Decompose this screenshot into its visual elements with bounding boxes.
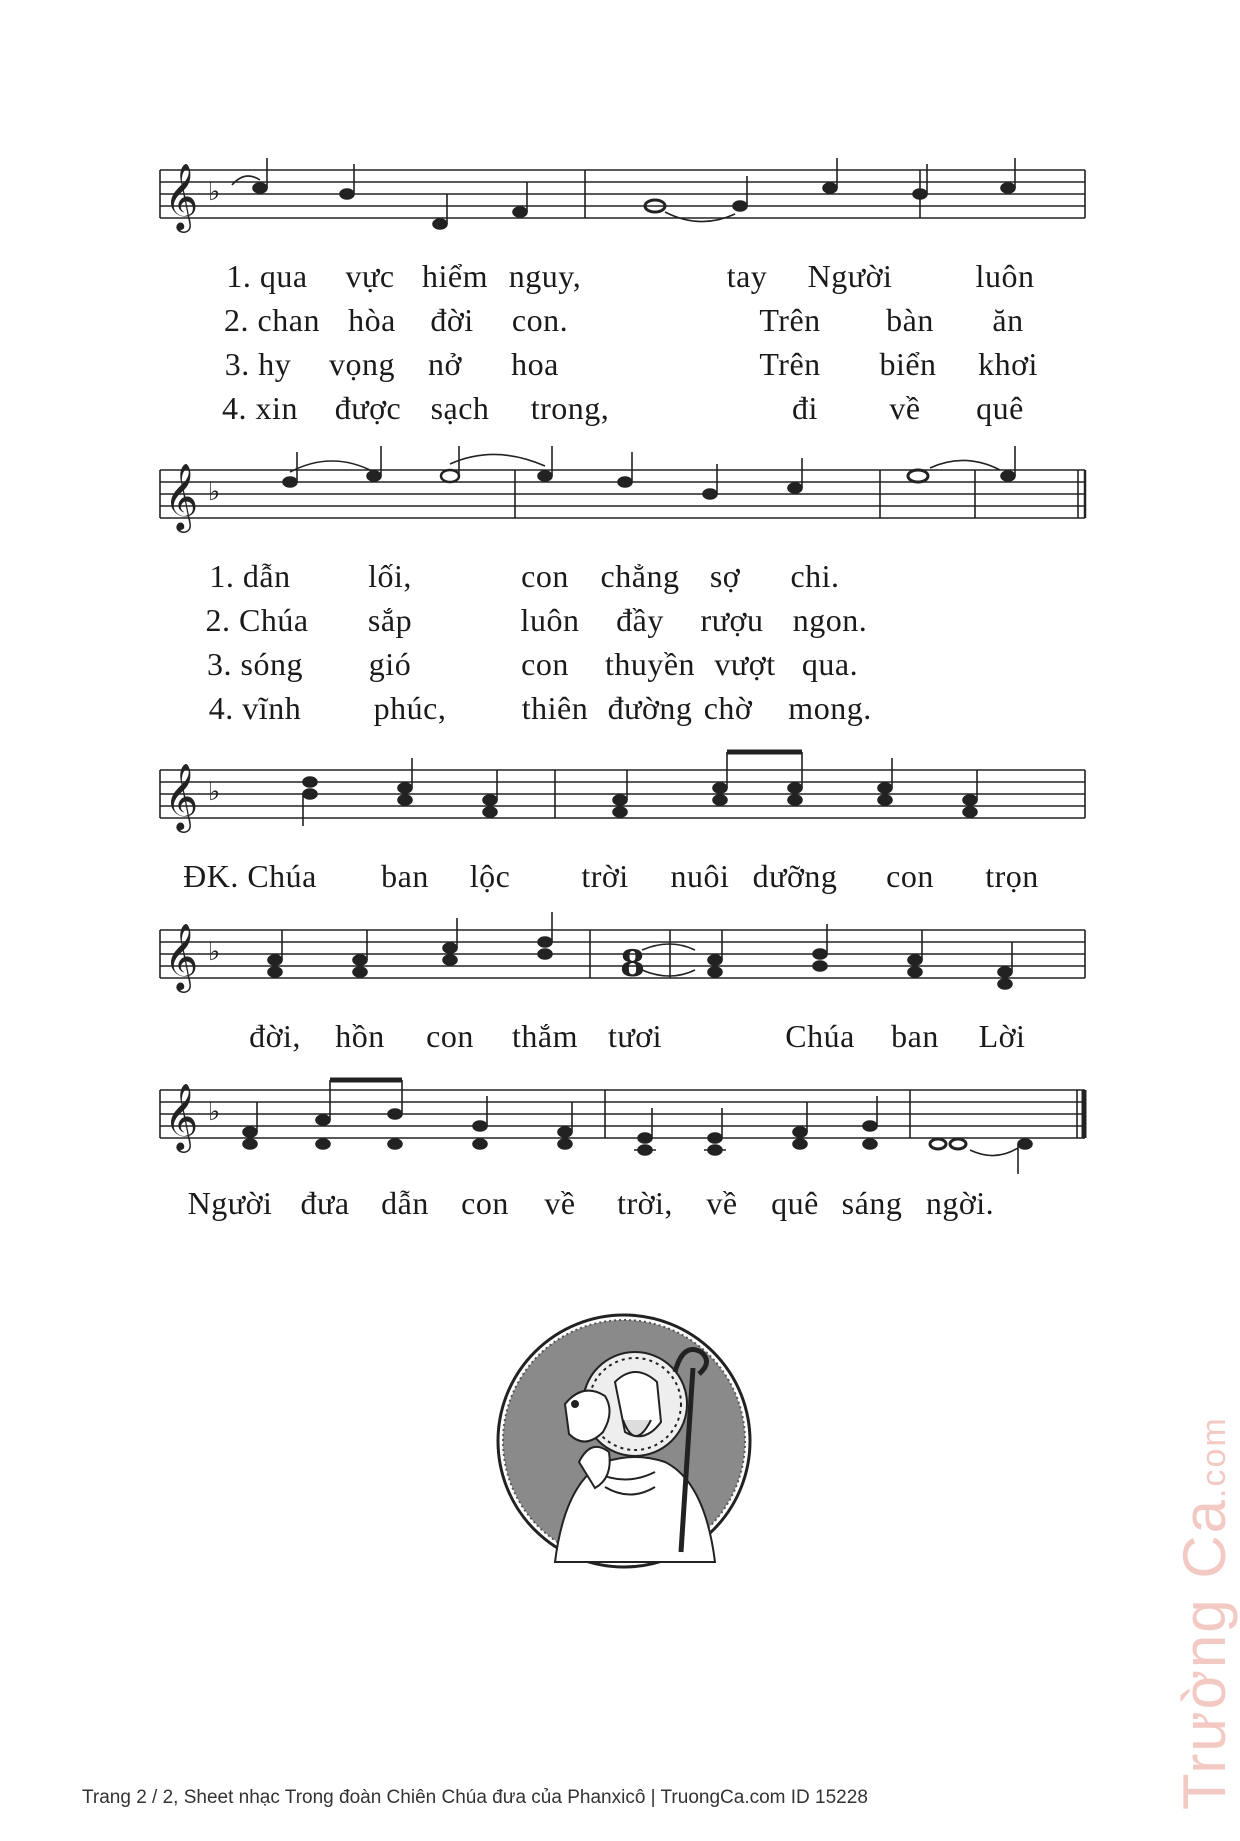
lyric-syllable: sáng <box>841 1185 903 1221</box>
lyric-syllable: đường <box>607 690 693 726</box>
lyric-syllable: gió <box>368 646 412 682</box>
lyric-syllable: Chúa <box>785 1018 855 1054</box>
lyric-syllable: con. <box>511 302 569 338</box>
lyric-syllable: Người <box>187 1185 273 1221</box>
lyric-verse-line <box>150 258 1090 298</box>
lyric-syllable: đầy <box>616 602 664 638</box>
lyric-syllable: con <box>521 646 569 682</box>
lyric-syllable: lối, <box>368 558 412 594</box>
svg-text:8: 8 <box>620 943 646 985</box>
lyric-syllable: quê <box>771 1185 819 1221</box>
lyric-syllable: thắm <box>512 1018 578 1054</box>
lyric-syllable: Trên <box>759 302 821 338</box>
music-staff-1 <box>150 130 1090 250</box>
lyric-syllable: trong, <box>530 390 610 426</box>
lyric-syllable: ban <box>891 1018 939 1054</box>
lyric-verse-line <box>150 390 1090 430</box>
music-staff-4 <box>150 890 1090 1010</box>
lyric-syllable: luôn <box>975 258 1035 294</box>
lyric-syllable: ngời. <box>925 1185 995 1221</box>
staff-system-5 <box>150 1050 1090 1220</box>
lyric-syllable: ban <box>381 858 429 894</box>
treble-clef-icon: 𝄞 <box>164 162 199 230</box>
lyric-syllable: dẫn <box>381 1185 429 1221</box>
lyric-syllable: sắp <box>367 602 413 638</box>
lyric-refrain-line <box>150 1185 1090 1225</box>
lyric-syllable: hoa <box>511 346 559 382</box>
lyric-syllable: con <box>426 1018 474 1054</box>
lyric-syllable: Trên <box>759 346 821 382</box>
lyric-verse-line <box>150 558 1090 598</box>
lyric-syllable: sạch <box>430 390 490 426</box>
lyric-syllable: 1. dẫn <box>209 558 291 594</box>
lyric-verse-line <box>150 690 1090 730</box>
music-staff-3 <box>150 730 1090 850</box>
lyric-syllable: con <box>461 1185 509 1221</box>
lyric-syllable: đời, <box>249 1018 301 1054</box>
lyric-syllable: hiểm <box>422 258 488 294</box>
lyric-syllable: vọng <box>329 346 395 382</box>
staff-system-4 <box>150 890 1090 1054</box>
lyric-syllable: ăn <box>992 302 1024 338</box>
flat-key-icon: ♭ <box>208 1097 221 1127</box>
lyric-syllable: mong. <box>788 690 872 726</box>
lyric-syllable: trọn <box>985 858 1039 894</box>
lyric-syllable: tươi <box>607 1018 663 1054</box>
lyric-syllable: trời, <box>617 1185 673 1221</box>
lyric-verse-line <box>150 346 1090 386</box>
music-staff-5 <box>150 1050 1090 1180</box>
lyric-syllable: lộc <box>469 858 511 894</box>
watermark-suffix: .com <box>1195 1416 1233 1498</box>
lyric-syllable: Người <box>807 258 893 294</box>
lyric-syllable: ngon. <box>792 602 868 638</box>
treble-clef-icon: 𝄞 <box>164 762 199 830</box>
lyric-syllable: chẳng <box>600 558 680 594</box>
lyric-syllable: thiên <box>521 690 589 726</box>
lyric-syllable: biển <box>879 346 937 382</box>
lyric-syllable: vượt <box>714 646 776 682</box>
lyric-syllable: vực <box>345 258 395 294</box>
watermark-text: Trường Ca <box>1171 1497 1238 1810</box>
lyric-syllable: bàn <box>886 302 934 338</box>
lyric-syllable: con <box>886 858 934 894</box>
lyric-syllable: đời <box>430 302 474 338</box>
flat-key-icon: ♭ <box>208 937 221 967</box>
lyric-syllable: khơi <box>978 346 1038 382</box>
lyric-syllable: luôn <box>520 602 580 638</box>
music-staff-2 <box>150 430 1090 550</box>
lyric-syllable: quê <box>976 390 1024 426</box>
lyric-syllable: được <box>334 390 402 426</box>
lyric-syllable: Lời <box>978 1018 1026 1054</box>
lyric-syllable: hồn <box>335 1018 385 1054</box>
lyric-syllable: 4. vĩnh <box>208 690 302 726</box>
lyric-syllable: trời <box>581 858 629 894</box>
lyric-syllable: qua. <box>801 646 859 682</box>
watermark <box>1170 1416 1239 1810</box>
flat-key-icon: ♭ <box>208 477 221 507</box>
lyric-syllable: tay <box>726 258 768 294</box>
treble-clef-icon: 𝄞 <box>164 462 199 530</box>
staff-system-3 <box>150 730 1090 894</box>
treble-clef-icon: 𝄞 <box>164 1082 199 1150</box>
lyric-syllable: nguy, <box>508 258 582 294</box>
lyric-syllable: về <box>889 390 921 426</box>
lyric-syllable: về <box>544 1185 576 1221</box>
lyric-syllable: đi <box>792 390 818 426</box>
page-footer: Trang 2 / 2, Sheet nhạc Trong đoàn Chiên Chúa đưa của Phanxicô | TruongCa.com ID 15228 <box>82 1787 868 1808</box>
lyric-syllable: thuyền <box>604 646 696 682</box>
flat-key-icon: ♭ <box>208 777 221 807</box>
treble-clef-icon: 𝄞 <box>164 922 199 990</box>
staff-system-1 <box>150 130 1090 430</box>
lyric-syllable: 3. sóng <box>207 646 303 682</box>
lyric-syllable: 2. Chúa <box>205 602 309 638</box>
lyric-verse-line <box>150 602 1090 642</box>
lyric-syllable: hòa <box>348 302 396 338</box>
lyric-syllable: 2. chan <box>224 302 320 338</box>
lyric-syllable: sợ <box>709 558 741 594</box>
lyric-syllable: nuôi <box>670 858 730 894</box>
good-shepherd-emblem <box>495 1312 753 1570</box>
lyric-syllable: 4. xin <box>222 390 298 426</box>
lyric-syllable: chi. <box>790 558 840 594</box>
lyric-syllable: con <box>521 558 569 594</box>
lyric-syllable: ĐK. Chúa <box>183 858 317 894</box>
lyric-syllable: dưỡng <box>752 858 838 894</box>
flat-key-icon: ♭ <box>208 177 221 207</box>
lyric-syllable: rượu <box>700 602 764 638</box>
lyric-syllable: phúc, <box>373 690 447 726</box>
lyric-verse-line <box>150 302 1090 342</box>
lyric-syllable: đưa <box>300 1185 350 1221</box>
lyric-syllable: chờ <box>703 690 753 726</box>
lyric-syllable: về <box>706 1185 738 1221</box>
lyric-syllable: 1. qua <box>226 258 308 294</box>
staff-system-2 <box>150 430 1090 730</box>
lyric-verse-line <box>150 646 1090 686</box>
lyric-syllable: 3. hy <box>224 346 292 382</box>
lyric-syllable: nở <box>428 346 462 382</box>
